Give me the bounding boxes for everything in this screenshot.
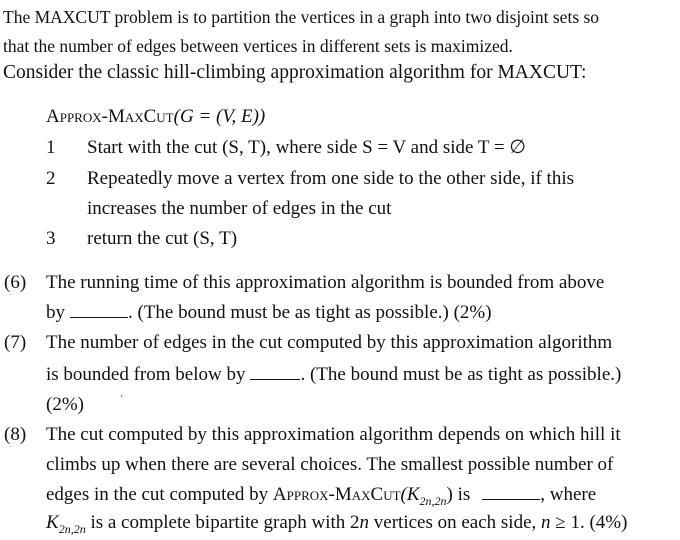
q6-bound-note: . (The bound must be as tight as possible.) (2%) [128,302,492,323]
q7-answer-blank[interactable] [250,364,300,380]
q8-vertices-text: vertices on each side, [369,512,542,533]
q7-bounded-text: is bounded from below by [46,364,246,385]
question-number-7: (7) [4,332,27,353]
q6-by-text: by [46,302,65,323]
q8-graph-symbol: (K [400,484,420,505]
q8-graph-subscript-2: 2n,2n [58,521,86,536]
q8-answer-blank[interactable] [482,484,540,500]
q8-line-3 [46,484,596,512]
q7-line-3: (2%) [46,394,84,415]
q8-graph-subscript: 2n,2n [419,493,447,508]
intro-line-1: The MAXCUT problem is to partition the vertices in a graph into two disjoint sets so [3,7,600,27]
scan-mark: ’ [120,394,124,405]
step-number: 1 [46,137,56,158]
question-number-8: (8) [4,424,27,445]
step-number: 2 [46,168,56,189]
q8-line-2: climbs up when there are several choices. The smallest possible number of [46,454,614,475]
q8-edges-text: edges in the cut computed by [46,484,269,505]
q7-line-1: The number of edges in the cut computed by this approximation algorithm [46,332,613,353]
q8-is-text: ) is [446,484,471,505]
step-text-continued: increases the number of edges in the cut [87,198,392,219]
algorithm-title [46,106,265,128]
intro-line-3: Consider the classic hill-climbing approximation algorithm for MAXCUT: [3,62,587,83]
q7-bound-note: . (The bound must be as tight as possible.) [300,364,622,385]
q6-line-2 [46,302,492,324]
step-text: Repeatedly move a vertex from one side to the other side, if this [87,168,574,189]
step-number: 3 [46,228,56,249]
algorithm-name: Approx-MaxCut [46,106,174,127]
q8-graph-symbol-2: K [46,512,59,533]
intro-line-2: that the number of edges between vertices in different sets is maximized. [3,36,513,56]
q7-line-2 [46,364,621,386]
q8-points-text: ≥ 1. (4%) [550,512,628,533]
q8-where-text: , where [540,484,597,505]
q8-algorithm-name: Approx-MaxCut [272,484,401,505]
q8-bipartite-text: is a complete bipartite graph with 2 [85,512,360,533]
q8-n-symbol: n [359,512,370,533]
step-text: return the cut (S, T) [87,228,238,249]
q8-line-1: The cut computed by this approximation algorithm depends on which hill it [46,424,621,445]
q6-answer-blank[interactable] [70,302,128,318]
algorithm-signature: (G = (V, E)) [173,106,266,127]
step-text: Start with the cut (S, T), where side S = V and side T = ∅ [87,137,526,158]
q8-n-symbol-2: n [541,512,551,533]
q6-line-1: The running time of this approximation algorithm is bounded from above [46,272,605,293]
question-number-6: (6) [4,272,27,293]
